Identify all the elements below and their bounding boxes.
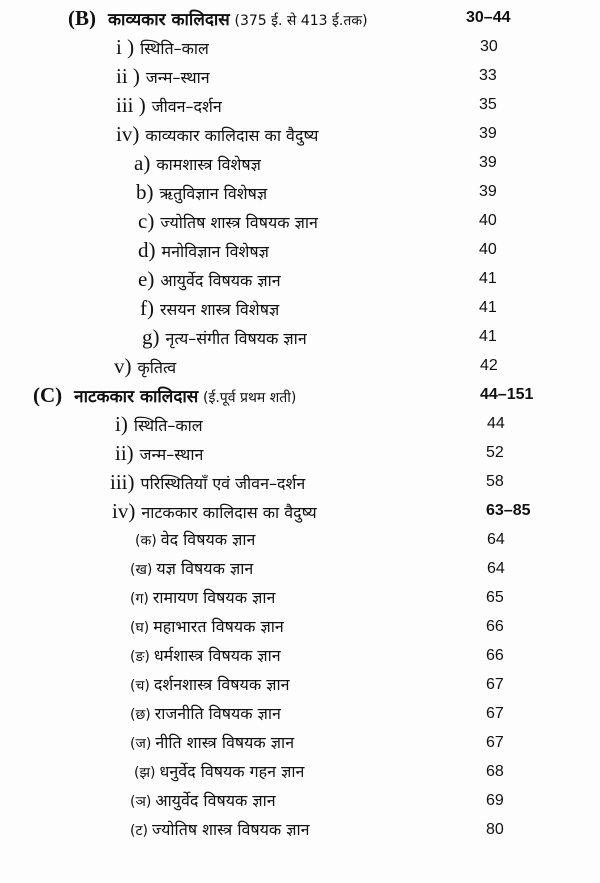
- entry-page: 40: [479, 241, 497, 258]
- section-marker: (C): [33, 383, 63, 407]
- toc-entry[interactable]: [0, 410, 600, 438]
- section-title: काव्यकार कालिदास: [108, 10, 230, 30]
- toc-entry[interactable]: [0, 439, 600, 467]
- entry-marker: (छ): [130, 707, 151, 723]
- entry-marker: iii): [110, 470, 135, 494]
- toc-entry[interactable]: [0, 120, 600, 148]
- entry-marker: ii): [115, 441, 134, 465]
- toc-entry[interactable]: [0, 468, 600, 496]
- section-subtitle: (375 ई. से 413 ई.तक): [234, 13, 368, 29]
- entry-marker: g): [142, 325, 160, 349]
- toc-entry[interactable]: [0, 613, 600, 641]
- toc-entry[interactable]: [0, 33, 600, 61]
- toc-entry[interactable]: [0, 207, 600, 235]
- entry-title: जीवन–दर्शन: [151, 97, 222, 116]
- toc-entry[interactable]: [0, 555, 600, 583]
- entry-title: स्थिति–काल: [133, 416, 203, 435]
- entry-marker: d): [138, 238, 156, 262]
- toc-section-b[interactable]: [0, 4, 600, 32]
- toc-entry[interactable]: [0, 149, 600, 177]
- entry-page: 66: [486, 618, 504, 635]
- toc-entry[interactable]: [0, 497, 600, 525]
- toc-entry[interactable]: [0, 265, 600, 293]
- entry-marker: (घ): [130, 620, 150, 636]
- entry-marker: b): [136, 180, 154, 204]
- section-title: नाटककार कालिदास: [74, 387, 199, 407]
- entry-page: 30: [480, 38, 498, 55]
- entry-page: 67: [486, 705, 504, 722]
- entry-title: राजनीति विषयक ज्ञान: [154, 704, 281, 723]
- toc-entry[interactable]: [0, 178, 600, 206]
- toc-entry[interactable]: [0, 62, 600, 90]
- entry-page: 58: [486, 473, 504, 490]
- entry-page: 41: [479, 270, 497, 287]
- entry-marker: (झ): [134, 765, 156, 781]
- entry-marker: iv): [116, 122, 140, 146]
- entry-page: 52: [486, 444, 504, 461]
- toc-entry[interactable]: [0, 323, 600, 351]
- toc-entry[interactable]: [0, 700, 600, 728]
- entry-page: 42: [480, 357, 498, 374]
- entry-page: 65: [486, 589, 504, 606]
- entry-marker: (ञ): [130, 794, 152, 810]
- toc-entry[interactable]: [0, 671, 600, 699]
- entry-title: परिस्थितियाँ एवं जीवन–दर्शन: [140, 474, 306, 493]
- entry-marker: i): [115, 412, 128, 436]
- entry-marker: e): [138, 267, 155, 291]
- toc-entry[interactable]: [0, 729, 600, 757]
- entry-title: ज्योतिष शास्त्र विषयक ज्ञान: [151, 820, 310, 839]
- section-subtitle: (ई.पूर्व प्रथम शती): [203, 390, 297, 406]
- entry-title: जन्म–स्थान: [145, 68, 210, 87]
- entry-title: धनुर्वेद विषयक गहन ज्ञान: [159, 762, 305, 781]
- entry-title: काव्यकार कालिदास का वैदुष्य: [145, 126, 319, 145]
- section-pages: 30–44: [466, 9, 511, 26]
- toc-entry[interactable]: [0, 352, 600, 380]
- toc-entry[interactable]: [0, 787, 600, 815]
- entry-marker: (क): [135, 533, 157, 549]
- entry-marker: a): [134, 151, 151, 175]
- entry-title: नीति शास्त्र विषयक ज्ञान: [155, 733, 295, 752]
- entry-page: 64: [487, 560, 505, 577]
- entry-title: नाटककार कालिदास का वैदुष्य: [141, 503, 317, 522]
- toc-entry[interactable]: [0, 642, 600, 670]
- entry-title: नृत्य–संगीत विषयक ज्ञान: [165, 329, 307, 348]
- entry-title: वेद विषयक ज्ञान: [160, 530, 256, 549]
- entry-title: धर्मशास्त्र विषयक ज्ञान: [153, 646, 281, 665]
- entry-marker: (ट): [130, 823, 148, 839]
- entry-page: 41: [479, 299, 497, 316]
- entry-title: दर्शनशास्त्र विषयक ज्ञान: [153, 675, 290, 694]
- entry-page: 63–85: [486, 502, 531, 519]
- entry-title: रामायण विषयक ज्ञान: [152, 588, 276, 607]
- entry-title: ऋतुविज्ञान विशेषज्ञ: [159, 184, 268, 203]
- section-marker: (B): [68, 6, 96, 30]
- entry-page: 39: [479, 183, 497, 200]
- entry-title: कृतित्व: [137, 358, 177, 377]
- entry-title: जन्म–स्थान: [139, 445, 204, 464]
- entry-page: 39: [479, 154, 497, 171]
- entry-title: यज्ञ विषयक ज्ञान: [156, 559, 254, 578]
- entry-marker: (च): [130, 678, 150, 694]
- entry-page: 33: [479, 67, 497, 84]
- entry-page: 67: [486, 734, 504, 751]
- entry-marker: i ): [116, 35, 135, 59]
- entry-page: 41: [479, 328, 497, 345]
- entry-title: आयुर्वेद विषयक ज्ञान: [155, 791, 276, 810]
- toc-entry[interactable]: [0, 816, 600, 844]
- entry-title: रसयन शास्त्र विशेषज्ञ: [160, 300, 280, 319]
- entry-page: 64: [487, 531, 505, 548]
- entry-marker: (ज): [130, 736, 152, 752]
- toc-section-c[interactable]: [0, 381, 600, 409]
- entry-marker: iii ): [116, 93, 146, 117]
- entry-title: आयुर्वेद विषयक ज्ञान: [160, 271, 281, 290]
- entry-marker: ii ): [116, 64, 140, 88]
- toc-entry[interactable]: [0, 294, 600, 322]
- entry-marker: iv): [112, 499, 136, 523]
- toc-entry[interactable]: [0, 236, 600, 264]
- entry-title: स्थिति–काल: [140, 39, 209, 58]
- entry-marker: (ङ): [130, 649, 150, 665]
- entry-page: 35: [479, 96, 497, 113]
- section-pages: 44–151: [480, 386, 534, 403]
- entry-page: 69: [486, 792, 504, 809]
- entry-title: मनोविज्ञान विशेषज्ञ: [161, 242, 269, 261]
- toc-entry[interactable]: [0, 758, 600, 786]
- entry-marker: c): [138, 209, 155, 233]
- entry-page: 66: [486, 647, 504, 664]
- toc-entry[interactable]: [0, 584, 600, 612]
- entry-marker: (ख): [130, 562, 153, 578]
- entry-page: 80: [486, 821, 504, 838]
- toc-entry[interactable]: [0, 526, 600, 554]
- entry-page: 67: [486, 676, 504, 693]
- entry-title: कामशास्त्र विशेषज्ञ: [156, 155, 261, 174]
- entry-title: महाभारत विषयक ज्ञान: [153, 617, 284, 636]
- entry-title: ज्योतिष शास्त्र विषयक ज्ञान: [160, 213, 318, 232]
- entry-marker: (ग): [130, 591, 149, 607]
- entry-marker: f): [140, 296, 154, 320]
- entry-page: 68: [486, 763, 504, 780]
- entry-page: 44: [487, 415, 505, 432]
- entry-marker: v): [114, 354, 132, 378]
- entry-page: 40: [479, 212, 497, 229]
- toc-entry[interactable]: [0, 91, 600, 119]
- entry-page: 39: [479, 125, 497, 142]
